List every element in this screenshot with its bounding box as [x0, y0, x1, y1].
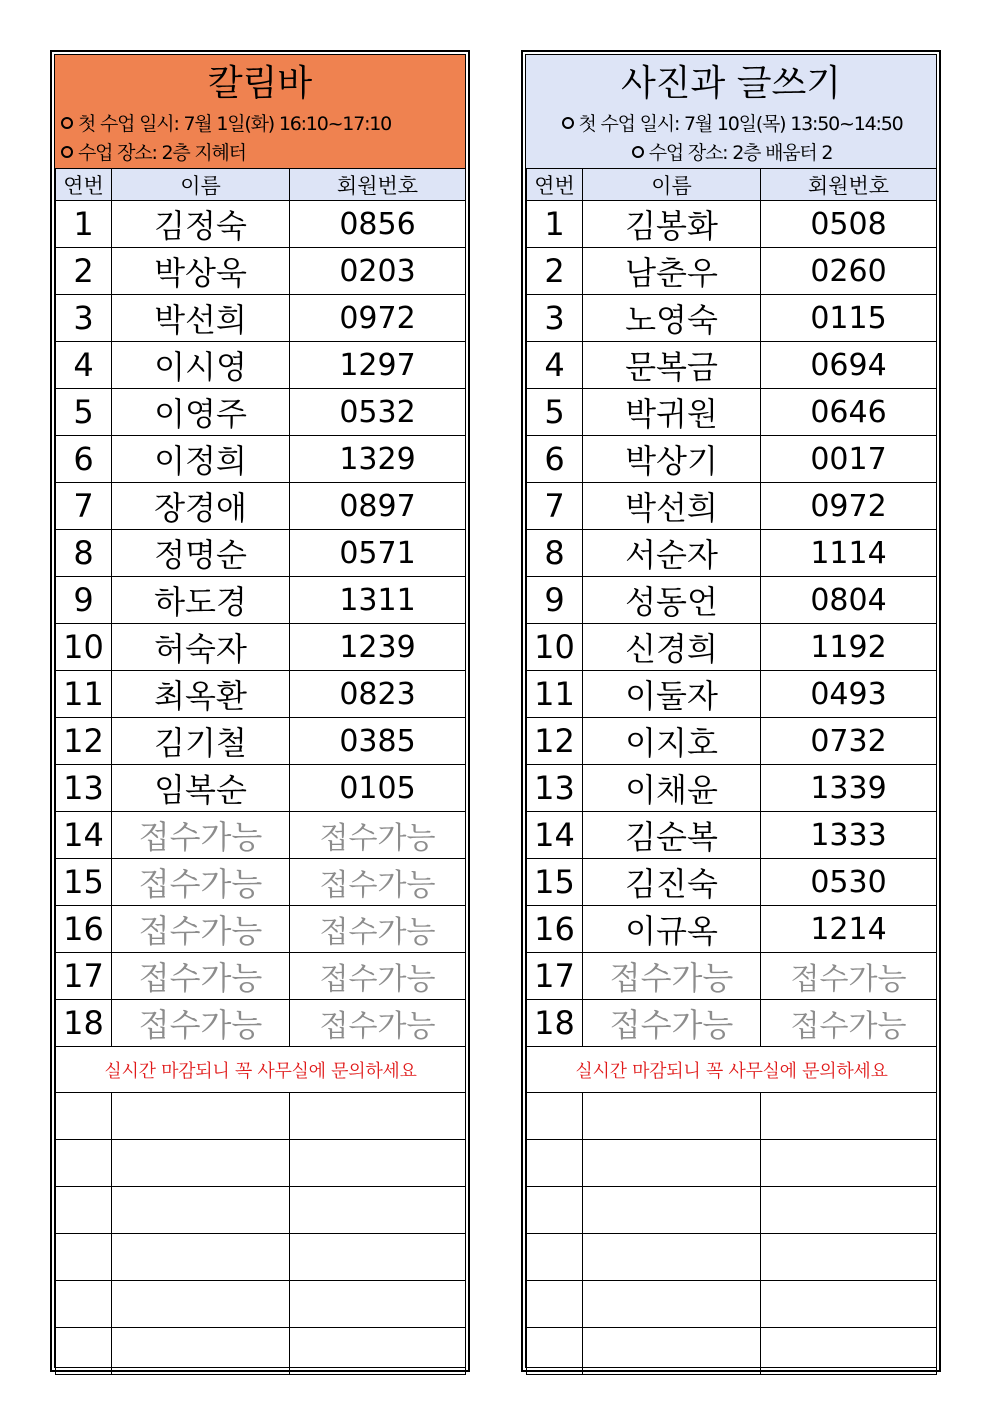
- blank-cell: [290, 1093, 466, 1140]
- member-number: 0493: [761, 671, 937, 718]
- member-name: 서순자: [583, 530, 761, 577]
- member-name: 성동언: [583, 577, 761, 624]
- table-row: [56, 1000, 466, 1047]
- member-name: 이정희: [112, 436, 290, 483]
- table-row: [56, 389, 466, 436]
- table-row: [56, 906, 466, 953]
- table-row: [56, 342, 466, 389]
- circle-bullet-icon: [632, 146, 644, 158]
- first-class-datetime-text: 첫 수업 일시: 7월 1일(화) 16:10~17:10: [78, 113, 392, 135]
- blank-row: [527, 1281, 937, 1328]
- deadline-notice: 실시간 마감되니 꼭 사무실에 문의하세요: [56, 1047, 466, 1093]
- blank-row: [56, 1093, 466, 1140]
- table-row: [527, 812, 937, 859]
- blank-row: [56, 1328, 466, 1375]
- class-title: 칼림바: [207, 63, 313, 104]
- member-number: 접수가능: [290, 953, 466, 1000]
- blank-cell: [56, 1140, 112, 1187]
- table-row: [56, 248, 466, 295]
- member-name: 박상욱: [112, 248, 290, 295]
- row-number: 8: [56, 530, 112, 577]
- member-name: 이지호: [583, 718, 761, 765]
- row-number: 10: [56, 624, 112, 671]
- table-row: [527, 295, 937, 342]
- table-row: [527, 624, 937, 671]
- member-name: 장경애: [112, 483, 290, 530]
- first-class-datetime: [532, 109, 932, 139]
- row-number: 4: [56, 342, 112, 389]
- row-number: 18: [56, 1000, 112, 1047]
- table-row: [56, 718, 466, 765]
- member-name: 김순복: [583, 812, 761, 859]
- row-number: 6: [527, 436, 583, 483]
- row-number: 15: [56, 859, 112, 906]
- member-name: 정명순: [112, 530, 290, 577]
- blank-cell: [56, 1328, 112, 1375]
- member-number: 1297: [290, 342, 466, 389]
- circle-bullet-icon: [61, 117, 73, 129]
- member-name: 접수가능: [112, 906, 290, 953]
- row-number: 12: [527, 718, 583, 765]
- blank-cell: [527, 1328, 583, 1375]
- member-number: 0856: [290, 201, 466, 248]
- blank-cell: [290, 1234, 466, 1281]
- member-name: 이둘자: [583, 671, 761, 718]
- blank-cell: [583, 1140, 761, 1187]
- circle-bullet-icon: [61, 146, 73, 158]
- first-class-datetime: [61, 109, 461, 139]
- row-number: 10: [527, 624, 583, 671]
- table-row: [527, 671, 937, 718]
- row-number: 5: [527, 389, 583, 436]
- row-number: 6: [56, 436, 112, 483]
- member-number: 0017: [761, 436, 937, 483]
- member-number: 0571: [290, 530, 466, 577]
- table-row: [527, 718, 937, 765]
- member-number: 0823: [290, 671, 466, 718]
- notice-row: [56, 1047, 466, 1093]
- member-name: 노영숙: [583, 295, 761, 342]
- member-name: 이채윤: [583, 765, 761, 812]
- row-number: 17: [527, 953, 583, 1000]
- circle-bullet-icon: [562, 117, 574, 129]
- member-name: 접수가능: [112, 859, 290, 906]
- blank-cell: [583, 1328, 761, 1375]
- member-number: 1214: [761, 906, 937, 953]
- member-name: 박선희: [583, 483, 761, 530]
- member-number: 1333: [761, 812, 937, 859]
- roster-header-row: [527, 169, 937, 201]
- row-number: 1: [56, 201, 112, 248]
- member-name: 박선희: [112, 295, 290, 342]
- table-row: [56, 624, 466, 671]
- blank-row: [527, 1140, 937, 1187]
- class-location-text: 수업 장소: 2층 배움터 2: [648, 142, 833, 164]
- row-number: 7: [56, 483, 112, 530]
- row-number: 18: [527, 1000, 583, 1047]
- member-number: 1114: [761, 530, 937, 577]
- table-row: [527, 1000, 937, 1047]
- column-header-member: 회원번호: [761, 169, 937, 201]
- row-number: 7: [527, 483, 583, 530]
- member-name: 신경희: [583, 624, 761, 671]
- panel-header: [55, 55, 465, 168]
- row-number: 13: [56, 765, 112, 812]
- blank-cell: [527, 1140, 583, 1187]
- roster-table: [55, 168, 466, 1375]
- member-name: 접수가능: [112, 1000, 290, 1047]
- row-number: 14: [527, 812, 583, 859]
- row-number: 3: [56, 295, 112, 342]
- row-number: 12: [56, 718, 112, 765]
- blank-cell: [761, 1328, 937, 1375]
- member-number: 1311: [290, 577, 466, 624]
- column-header-no: 연번: [527, 169, 583, 201]
- class-location: [532, 138, 932, 168]
- table-row: [56, 201, 466, 248]
- row-number: 11: [56, 671, 112, 718]
- table-row: [56, 295, 466, 342]
- table-row: [527, 765, 937, 812]
- blank-cell: [527, 1187, 583, 1234]
- blank-cell: [761, 1281, 937, 1328]
- member-number: 0530: [761, 859, 937, 906]
- roster-table: [526, 168, 937, 1375]
- blank-cell: [56, 1234, 112, 1281]
- blank-cell: [290, 1281, 466, 1328]
- member-number: 0532: [290, 389, 466, 436]
- row-number: 5: [56, 389, 112, 436]
- member-name: 박상기: [583, 436, 761, 483]
- row-number: 11: [527, 671, 583, 718]
- row-number: 15: [527, 859, 583, 906]
- blank-row: [56, 1140, 466, 1187]
- table-row: [527, 953, 937, 1000]
- row-number: 17: [56, 953, 112, 1000]
- blank-cell: [112, 1328, 290, 1375]
- member-number: 1192: [761, 624, 937, 671]
- member-name: 접수가능: [112, 953, 290, 1000]
- row-number: 1: [527, 201, 583, 248]
- table-row: [56, 530, 466, 577]
- blank-cell: [761, 1093, 937, 1140]
- table-row: [527, 248, 937, 295]
- column-header-name: 이름: [583, 169, 761, 201]
- member-number: 접수가능: [761, 953, 937, 1000]
- member-number: 0804: [761, 577, 937, 624]
- blank-cell: [112, 1093, 290, 1140]
- member-number: 접수가능: [290, 859, 466, 906]
- table-row: [56, 577, 466, 624]
- member-name: 하도경: [112, 577, 290, 624]
- member-number: 1329: [290, 436, 466, 483]
- member-number: 0203: [290, 248, 466, 295]
- member-number: 0972: [290, 295, 466, 342]
- first-class-datetime-text: 첫 수업 일시: 7월 10일(목) 13:50~14:50: [578, 113, 903, 135]
- blank-cell: [527, 1093, 583, 1140]
- blank-row: [56, 1281, 466, 1328]
- table-row: [56, 671, 466, 718]
- member-name: 김진숙: [583, 859, 761, 906]
- member-number: 접수가능: [290, 1000, 466, 1047]
- table-row: [527, 342, 937, 389]
- table-row: [527, 436, 937, 483]
- member-number: 접수가능: [761, 1000, 937, 1047]
- member-name: 접수가능: [583, 953, 761, 1000]
- column-header-name: 이름: [112, 169, 290, 201]
- row-number: 3: [527, 295, 583, 342]
- blank-cell: [56, 1281, 112, 1328]
- kalimba-class-panel: [50, 50, 470, 1372]
- photo-writing-class-panel: [521, 50, 941, 1372]
- deadline-notice: 실시간 마감되니 꼭 사무실에 문의하세요: [527, 1047, 937, 1093]
- blank-cell: [112, 1281, 290, 1328]
- member-number: 0115: [761, 295, 937, 342]
- table-row: [56, 765, 466, 812]
- blank-cell: [527, 1281, 583, 1328]
- table-row: [527, 201, 937, 248]
- blank-cell: [112, 1234, 290, 1281]
- member-number: 0972: [761, 483, 937, 530]
- blank-row: [527, 1187, 937, 1234]
- blank-cell: [56, 1187, 112, 1234]
- member-name: 김봉화: [583, 201, 761, 248]
- row-number: 9: [527, 577, 583, 624]
- blank-cell: [290, 1187, 466, 1234]
- member-number: 접수가능: [290, 812, 466, 859]
- blank-cell: [583, 1234, 761, 1281]
- row-number: 2: [56, 248, 112, 295]
- blank-row: [527, 1234, 937, 1281]
- member-name: 김기철: [112, 718, 290, 765]
- member-number: 0646: [761, 389, 937, 436]
- row-number: 16: [527, 906, 583, 953]
- blank-cell: [583, 1281, 761, 1328]
- member-name: 이시영: [112, 342, 290, 389]
- class-title: 사진과 글쓰기: [620, 63, 842, 104]
- table-row: [56, 812, 466, 859]
- member-number: 0385: [290, 718, 466, 765]
- blank-cell: [290, 1140, 466, 1187]
- member-name: 이규옥: [583, 906, 761, 953]
- column-header-member: 회원번호: [290, 169, 466, 201]
- table-row: [56, 859, 466, 906]
- member-name: 남춘우: [583, 248, 761, 295]
- member-number: 접수가능: [290, 906, 466, 953]
- blank-cell: [290, 1328, 466, 1375]
- member-number: 0732: [761, 718, 937, 765]
- member-name: 김정숙: [112, 201, 290, 248]
- column-header-no: 연번: [56, 169, 112, 201]
- blank-row: [56, 1234, 466, 1281]
- blank-cell: [761, 1187, 937, 1234]
- member-name: 문복금: [583, 342, 761, 389]
- row-number: 2: [527, 248, 583, 295]
- table-row: [527, 906, 937, 953]
- row-number: 13: [527, 765, 583, 812]
- panel-header: [526, 55, 936, 168]
- blank-cell: [583, 1093, 761, 1140]
- member-number: 0897: [290, 483, 466, 530]
- member-number: 1239: [290, 624, 466, 671]
- member-number: 0694: [761, 342, 937, 389]
- blank-cell: [583, 1187, 761, 1234]
- table-row: [527, 859, 937, 906]
- table-row: [527, 530, 937, 577]
- blank-cell: [527, 1234, 583, 1281]
- member-name: 접수가능: [112, 812, 290, 859]
- blank-row: [527, 1093, 937, 1140]
- class-location: [61, 138, 461, 168]
- row-number: 14: [56, 812, 112, 859]
- blank-cell: [112, 1187, 290, 1234]
- member-name: 접수가능: [583, 1000, 761, 1047]
- row-number: 8: [527, 530, 583, 577]
- member-name: 허숙자: [112, 624, 290, 671]
- blank-row: [56, 1187, 466, 1234]
- member-number: 1339: [761, 765, 937, 812]
- notice-row: [527, 1047, 937, 1093]
- table-row: [56, 483, 466, 530]
- blank-cell: [112, 1140, 290, 1187]
- blank-cell: [56, 1093, 112, 1140]
- row-number: 4: [527, 342, 583, 389]
- row-number: 16: [56, 906, 112, 953]
- row-number: 9: [56, 577, 112, 624]
- roster-header-row: [56, 169, 466, 201]
- blank-cell: [761, 1234, 937, 1281]
- table-row: [527, 577, 937, 624]
- table-row: [527, 483, 937, 530]
- table-row: [56, 436, 466, 483]
- table-row: [56, 953, 466, 1000]
- blank-row: [527, 1328, 937, 1375]
- member-name: 박귀원: [583, 389, 761, 436]
- member-name: 이영주: [112, 389, 290, 436]
- member-number: 0105: [290, 765, 466, 812]
- member-name: 임복순: [112, 765, 290, 812]
- member-number: 0508: [761, 201, 937, 248]
- blank-cell: [761, 1140, 937, 1187]
- member-number: 0260: [761, 248, 937, 295]
- member-name: 최옥환: [112, 671, 290, 718]
- table-row: [527, 389, 937, 436]
- class-location-text: 수업 장소: 2층 지혜터: [78, 142, 246, 164]
